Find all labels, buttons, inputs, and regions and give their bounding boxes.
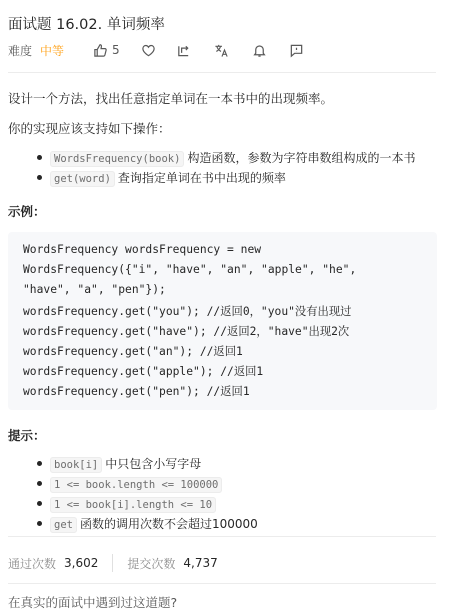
code-line: wordsFrequency.get("pen"); //返回1	[23, 385, 250, 398]
stats-divider	[8, 583, 436, 584]
difficulty-badge: 中等	[40, 43, 65, 58]
code-line: wordsFrequency.get("apple"); //返回1	[23, 365, 264, 378]
submissions-label: 提交次数	[127, 556, 176, 571]
list-item	[8, 514, 258, 534]
inline-code: 1 <= book.length <= 100000	[50, 477, 222, 493]
inline-code: get(word)	[50, 171, 115, 187]
code-line: wordsFrequency.get("an"); //返回1	[23, 345, 243, 358]
code-line: WordsFrequency wordsFrequency = new	[23, 243, 262, 256]
list-item	[8, 168, 415, 188]
submission-stats	[8, 553, 218, 573]
list-item	[8, 494, 258, 514]
feedback-icon[interactable]	[289, 42, 305, 58]
submissions-count: 4,737	[183, 556, 218, 570]
hints-list	[8, 454, 258, 534]
inline-code: book[i]	[50, 457, 102, 473]
list-item	[8, 474, 258, 494]
likes-count: 5	[112, 43, 120, 57]
problem-meta-bar	[8, 40, 305, 60]
heart-icon[interactable]	[141, 42, 157, 58]
code-line: "have", "a", "pen"});	[23, 283, 166, 296]
operations-list	[8, 148, 415, 188]
hints-heading: 提示：	[8, 428, 46, 443]
inline-code: WordsFrequency(book)	[50, 151, 184, 167]
bell-icon[interactable]	[252, 42, 268, 58]
accepted-count: 3,602	[64, 556, 99, 570]
stats-separator	[112, 554, 113, 572]
translate-icon[interactable]	[214, 42, 230, 58]
example-heading: 示例：	[8, 204, 46, 219]
difficulty-label: 难度	[8, 43, 33, 58]
problem-title: 面试题 16.02. 单词频率	[8, 17, 165, 33]
header-divider	[8, 72, 436, 73]
accepted-label: 通过次数	[8, 556, 57, 571]
inline-code: 1 <= book[i].length <= 10	[50, 497, 216, 513]
code-line: wordsFrequency.get("you"); //返回0，"you"没有出现过	[23, 305, 352, 318]
list-item-text: 查询指定单词在书中出现的频率	[117, 171, 286, 185]
code-line: WordsFrequency({"i", "have", "an", "apple", "he",	[23, 263, 357, 276]
code-line: wordsFrequency.get("have"); //返回2，"have"出现2次	[23, 325, 350, 338]
thumbs-up-icon[interactable]	[92, 42, 108, 58]
list-item	[8, 148, 415, 168]
interview-question-link[interactable]: 在真实的面试中遇到过这道题?	[8, 595, 178, 610]
list-item-text: 构造函数，参数为字符串数组构成的一本书	[187, 151, 416, 165]
operations-intro: 你的实现应该支持如下操作：	[8, 121, 171, 136]
description-intro: 设计一个方法，找出任意指定单词在一本书中的出现频率。	[8, 91, 334, 106]
inline-code: get	[50, 517, 77, 533]
content-divider	[8, 536, 436, 537]
list-item-text: 中只包含小写字母	[105, 457, 202, 471]
list-item	[8, 454, 258, 474]
example-code-block	[8, 232, 437, 410]
share-icon[interactable]	[176, 42, 192, 58]
list-item-text: 函数的调用次数不会超过100000	[79, 517, 258, 531]
